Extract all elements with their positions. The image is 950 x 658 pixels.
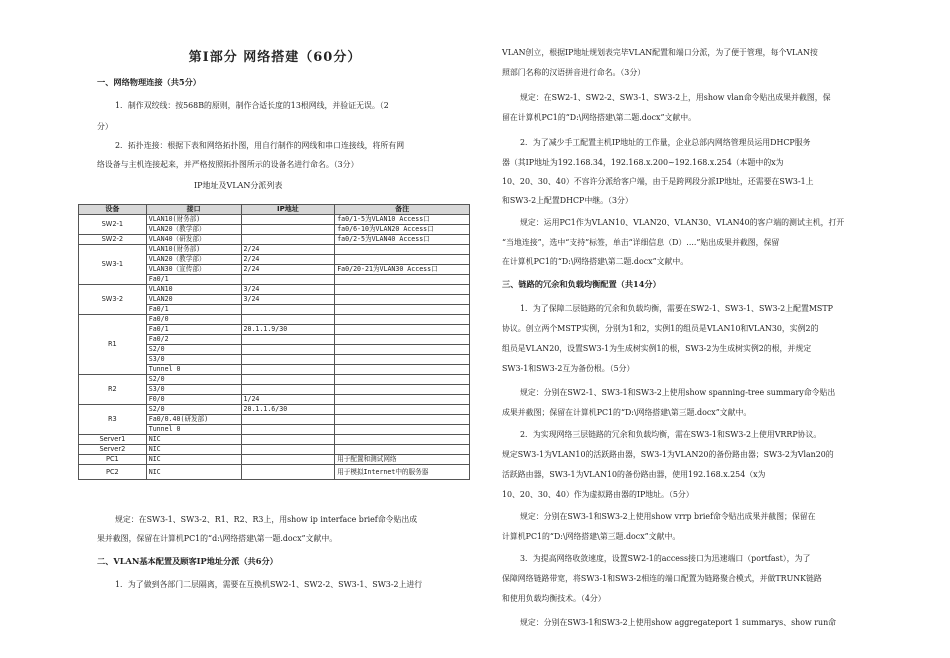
- paragraph: 规定：运用PC1作为VLAN10、VLAN20、VLAN30、VLAN40的客户端的测试主机，打开: [520, 218, 845, 227]
- note-cell: [335, 385, 470, 395]
- note-cell: [335, 365, 470, 375]
- interface-cell: VLAN10(财务部): [146, 245, 241, 255]
- paragraph: 果并截图，保留在计算机PC1的“d:\网络搭建\第一题.docx”文献中。: [97, 534, 338, 543]
- paragraph: 器（其IP地址为192.168.34，192.168.x.200~192.168.x.254（本题中的x为: [502, 158, 784, 167]
- device-cell: SW3-1: [79, 245, 147, 285]
- table-row: [79, 465, 470, 480]
- interface-cell: Fa0/1: [146, 275, 241, 285]
- table-row: [79, 405, 470, 415]
- interface-cell: VLAN40（研发部）: [146, 235, 241, 245]
- note-cell: [335, 245, 470, 255]
- interface-cell: NIC: [146, 465, 241, 480]
- paragraph: 规定：在SW2-1、SW2-2、SW3-1、SW3-2上，用show vlan命令贴出成果并截图，保: [520, 93, 831, 102]
- interface-cell: Fa0/1: [146, 305, 241, 315]
- ip-cell: [241, 315, 335, 325]
- ip-cell: [241, 345, 335, 355]
- paragraph: 2．为实现网络三层链路的冗余和负载均衡，需在SW3-1和SW3-2上使用VRRP协议。: [520, 430, 822, 439]
- table-header: 接口: [146, 205, 241, 215]
- device-cell: PC2: [79, 465, 147, 480]
- ip-cell: 20.1.1.9/30: [241, 325, 335, 335]
- paragraph: 10、20、30、40）不容许分派给客户端，由于是跨网段分派IP地址，还需要在SW3-1上: [502, 177, 814, 186]
- table-row: [79, 285, 470, 295]
- note-cell: Fa0/20-21为VLAN30 Access口: [335, 265, 470, 275]
- ip-cell: [241, 275, 335, 285]
- interface-cell: VLAN20（教学部）: [146, 255, 241, 265]
- paragraph: 规定：分别在SW3-1和SW3-2上使用show vrrp brief命令贴出成果并截图；保留在: [520, 512, 816, 521]
- table-row: [79, 215, 470, 225]
- device-cell: SW2-1: [79, 215, 147, 235]
- paragraph: 分）: [97, 122, 113, 131]
- ip-cell: [241, 215, 335, 225]
- paragraph: 2．为了减少手工配置主机IP地址的工作量，企业总部内网络管理员运用DHCP服务: [520, 138, 811, 147]
- ip-cell: [241, 465, 335, 480]
- interface-cell: S3/0: [146, 385, 241, 395]
- note-cell: [335, 415, 470, 425]
- table-header: IP地址: [241, 205, 335, 215]
- ip-cell: [241, 365, 335, 375]
- paragraph: 成果并截图；保留在计算机PC1的“D:\网络搭建\第三题.docx”文献中。: [502, 408, 752, 417]
- note-cell: [335, 345, 470, 355]
- note-cell: [335, 405, 470, 415]
- interface-cell: VLAN20（教学部）: [146, 225, 241, 235]
- paragraph: 1．为了做到各部门二层隔离，需要在互换机SW2-1、SW2-2、SW3-1、SW3-2上进行: [115, 580, 423, 589]
- ip-cell: [241, 415, 335, 425]
- table-header-row: [79, 205, 470, 215]
- paragraph: 1．制作双绞线：按568B的原则，制作合适长度的13根网线，并验证无误。（2: [115, 101, 389, 110]
- interface-cell: Tunnel 0: [146, 425, 241, 435]
- interface-cell: NIC: [146, 455, 241, 465]
- ip-cell: [241, 425, 335, 435]
- paragraph: “当地连接”，选中“支持”标签，单击“详细信息（D）....”贴出成果并截图，保留: [502, 238, 780, 247]
- note-cell: [335, 355, 470, 365]
- interface-cell: Fa0/2: [146, 335, 241, 345]
- device-cell: R1: [79, 315, 147, 375]
- document-title: 第Ⅰ部分 网络搭建（60分）: [188, 50, 362, 65]
- device-cell: SW3-2: [79, 285, 147, 315]
- paragraph: 和SW3-2上配置DHCP中继。（3分）: [502, 196, 633, 205]
- note-cell: fa0/1-5为VLAN10 Access口: [335, 215, 470, 225]
- table-header: 设备: [79, 205, 147, 215]
- device-cell: SW2-2: [79, 235, 147, 245]
- interface-cell: S3/0: [146, 355, 241, 365]
- note-cell: [335, 295, 470, 305]
- paragraph: SW3-1和SW3-2互为备份根。（5分）: [502, 364, 635, 373]
- ip-cell: 20.1.1.6/30: [241, 405, 335, 415]
- section-1-heading: 一、网络物理连接（共5分）: [97, 77, 201, 87]
- ip-cell: 3/24: [241, 285, 335, 295]
- paragraph: 协议。创立两个MSTP实例，分别为1和2，实例1的组员是VLAN10和VLAN30，实例2的: [502, 324, 819, 333]
- device-cell: PC1: [79, 455, 147, 465]
- table-caption: IP地址及VLAN分派列表: [194, 181, 283, 190]
- paragraph: 保障网络链路带宽，将SW3-1和SW3-2相连的端口配置为链路聚合模式，并做TRUNK链路: [502, 574, 822, 583]
- table-row: [79, 455, 470, 465]
- device-cell: R2: [79, 375, 147, 405]
- note-cell: [335, 425, 470, 435]
- interface-cell: VLAN10(财务部): [146, 215, 241, 225]
- table-row: [79, 245, 470, 255]
- paragraph: 络设备与主机连接起来，并严格按照拓扑图所示的设备名进行命名。（3分）: [97, 160, 359, 169]
- ip-cell: [241, 455, 335, 465]
- ip-cell: [241, 435, 335, 445]
- paragraph: 和使用负载均衡技术。（4分）: [502, 594, 606, 603]
- paragraph: 10、20、30、40）作为虚拟路由器的IP地址。（5分）: [502, 490, 694, 499]
- paragraph: 规定SW3-1为VLAN10的活跃路由器，SW3-1为VLAN20的备份路由器；SW3-2为Vlan20的: [502, 450, 834, 459]
- interface-cell: Fa0/0.40(研发部): [146, 415, 241, 425]
- table-header: 备注: [335, 205, 470, 215]
- interface-cell: Fa0/1: [146, 325, 241, 335]
- note-cell: [335, 305, 470, 315]
- interface-cell: NIC: [146, 445, 241, 455]
- ip-cell: [241, 225, 335, 235]
- note-cell: [335, 275, 470, 285]
- ip-cell: [241, 235, 335, 245]
- ip-vlan-table: [78, 204, 470, 480]
- note-cell: fa0/2-5为VLAN40 Access口: [335, 235, 470, 245]
- table-row: [79, 315, 470, 325]
- paragraph: 照部门名称的汉语拼音进行命名。（3分）: [502, 68, 646, 77]
- ip-cell: 2/24: [241, 255, 335, 265]
- paragraph: 规定：分别在SW3-1和SW3-2上使用show aggregateport 1 summarys、show run命: [520, 618, 837, 627]
- note-cell: [335, 445, 470, 455]
- ip-cell: 2/24: [241, 245, 335, 255]
- note-cell: [335, 255, 470, 265]
- device-cell: Server1: [79, 435, 147, 445]
- interface-cell: VLAN20: [146, 295, 241, 305]
- note-cell: [335, 435, 470, 445]
- note-cell: 用于模拟Internet中的服务器: [335, 465, 470, 480]
- device-cell: Server2: [79, 445, 147, 455]
- paragraph: 组员是VLAN20，设置SW3-1为生成树实例1的根，SW3-2为生成树实例2的根，并规定: [502, 344, 812, 353]
- device-cell: R3: [79, 405, 147, 435]
- table-row: [79, 435, 470, 445]
- ip-cell: 2/24: [241, 265, 335, 275]
- interface-cell: NIC: [146, 435, 241, 445]
- note-cell: [335, 375, 470, 385]
- note-cell: [335, 315, 470, 325]
- ip-cell: [241, 355, 335, 365]
- paragraph: 计算机PC1的“D:\网络搭建\第三题.docx”文献中。: [502, 532, 681, 541]
- note-cell: [335, 285, 470, 295]
- paragraph: 规定：在SW3-1、SW3-2、R1、R2、R3上，用show ip interface brief命令贴出成: [115, 515, 418, 524]
- section-2-heading: 二、VLAN基本配置及顾客IP地址分派（共6分）: [97, 556, 278, 566]
- paragraph: VLAN创立，根据IP地址规划表完毕VLAN配置和端口分派，为了便于管理，每个VLAN按: [502, 48, 818, 57]
- interface-cell: S2/0: [146, 375, 241, 385]
- paragraph: 活跃路由器，SW3-1为VLAN10的备份路由器，使用192.168.x.254（x为: [502, 470, 766, 479]
- ip-cell: [241, 305, 335, 315]
- interface-cell: F0/0: [146, 395, 241, 405]
- table-row: [79, 235, 470, 245]
- interface-cell: VLAN10: [146, 285, 241, 295]
- ip-cell: [241, 375, 335, 385]
- note-cell: [335, 325, 470, 335]
- interface-cell: S2/0: [146, 405, 241, 415]
- interface-cell: Tunnel 0: [146, 365, 241, 375]
- table-row: [79, 375, 470, 385]
- ip-cell: [241, 335, 335, 345]
- paragraph: 在计算机PC1的“D:\网络搭建\第二题.docx”文献中。: [502, 257, 689, 266]
- ip-cell: [241, 385, 335, 395]
- paragraph: 规定：分别在SW2-1、SW3-1和SW3-2上使用show spanning-tree summary命令贴出: [520, 388, 836, 397]
- ip-cell: [241, 445, 335, 455]
- note-cell: 用于配置和测试网络: [335, 455, 470, 465]
- ip-cell: 1/24: [241, 395, 335, 405]
- note-cell: fa0/6-10为VLAN20 Access口: [335, 225, 470, 235]
- note-cell: [335, 395, 470, 405]
- paragraph: 2．拓扑连接：根据下表和网络拓扑图，用自行制作的网线和串口连接线，将所有网: [115, 141, 405, 150]
- table-row: [79, 445, 470, 455]
- paragraph: 留在计算机PC1的“D:\网络搭建\第二题.docx”文献中。: [502, 113, 697, 122]
- paragraph: 1．为了保障二层链路的冗余和负载均衡，需要在SW2-1、SW3-1、SW3-2上配置MSTP: [520, 304, 833, 313]
- section-3-heading: 三、链路的冗余和负载均衡配置（共14分）: [502, 279, 661, 289]
- paragraph: 3．为提高网络收敛速度，设置SW2-1的access接口为迅速端口（portfast），为了: [520, 554, 811, 563]
- interface-cell: Fa0/0: [146, 315, 241, 325]
- ip-cell: 3/24: [241, 295, 335, 305]
- note-cell: [335, 335, 470, 345]
- interface-cell: S2/0: [146, 345, 241, 355]
- interface-cell: VLAN30（宣传部）: [146, 265, 241, 275]
